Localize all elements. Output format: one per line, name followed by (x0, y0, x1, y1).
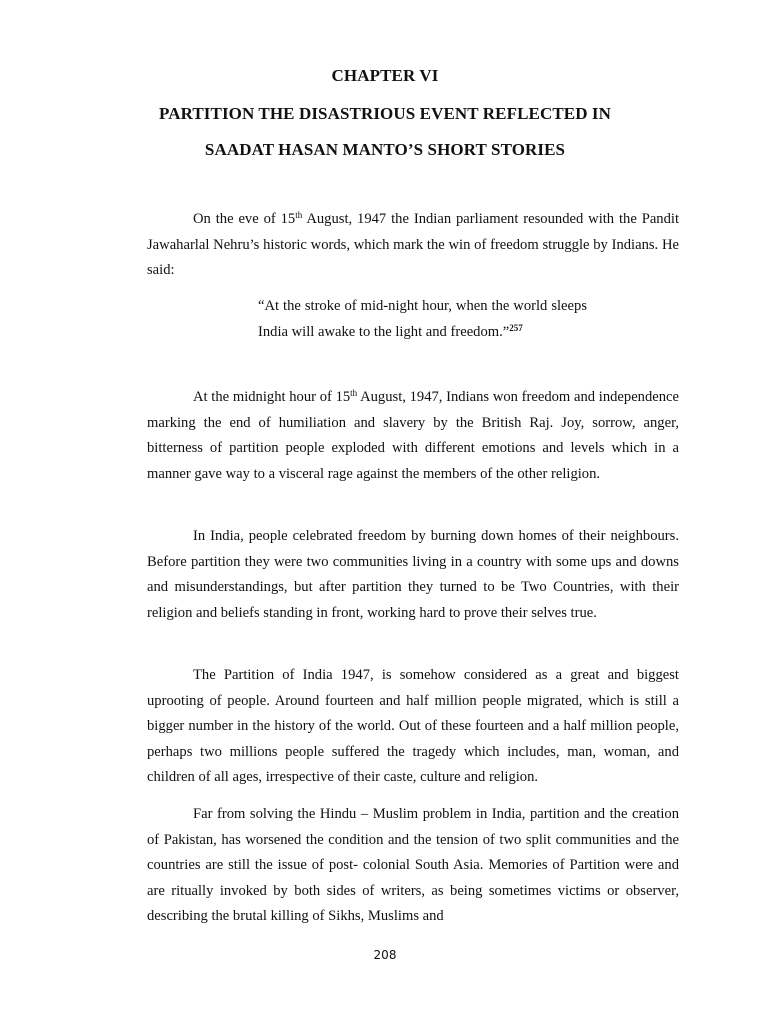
chapter-title-line-2: SAADAT HASAN MANTO’S SHORT STORIES (204, 140, 566, 159)
paragraph-1-rest: August, 1947 the Indian parliament resounded with the Pandit Jawaharlal Nehru’s historic words, which mark the win of freedom struggle by Indians. He said: (147, 211, 680, 279)
paragraph-1 (147, 207, 679, 284)
chapter-label: CHAPTER VI (331, 66, 439, 85)
chapter-title-line-1: PARTITION THE DISASTRIOUS EVENT REFLECTED IN (158, 104, 612, 123)
ordinal-suffix: th (350, 388, 358, 398)
quote-text: “At the stroke of mid-night hour, when the world sleeps India will awake to the light and freedom.” (258, 298, 587, 340)
paragraph-1-start: On the eve of 15 (193, 211, 296, 227)
nehru-quote (258, 294, 587, 345)
paragraph-2-rest: August, 1947, Indians won freedom and independence marking the end of humiliation and slavery by the British Raj. Joy, sorrow, anger, bitterness of partition people exploded with different emotions and levels which in a manner gave way to a visceral rage against the members of the other religion. (147, 389, 679, 482)
ordinal-suffix: th (295, 210, 303, 220)
paragraph-3: In India, people celebrated freedom by burning down homes of their neighbours. Before partition they were two communities living in a country with some ups and downs and misunderstandings, but after partition they turned to be Two Countries, with their religion and beliefs standing in front, working hard to prove their selves true. (147, 528, 679, 621)
paragraph-4: The Partition of India 1947, is somehow considered as a great and biggest uprooting of people. Around fourteen and half million people migrated, which is still a bigger number in the history of the world. Out of these fourteen and a half million people, perhaps two millions people suffered the tragedy which includes, man, woman, and children of all ages, irrespective of their caste, culture and religion. (147, 667, 679, 786)
paragraph-5: Far from solving the Hindu – Muslim problem in India, partition and the creation of Pakistan, has worsened the condition and the tension of two split communities and the countries are still the issue of post- colonial South Asia. Memories of Partition were and are ritually invoked by both sides of writers, as being sometimes victims or observer, describing the brutal killing of Sikhs, Muslims and (147, 806, 679, 925)
paragraph-2 (147, 385, 679, 487)
page-number: 208 (373, 948, 397, 962)
footnote-marker: 257 (509, 322, 523, 333)
paragraph-2-start: At the midnight hour of 15 (193, 389, 351, 405)
